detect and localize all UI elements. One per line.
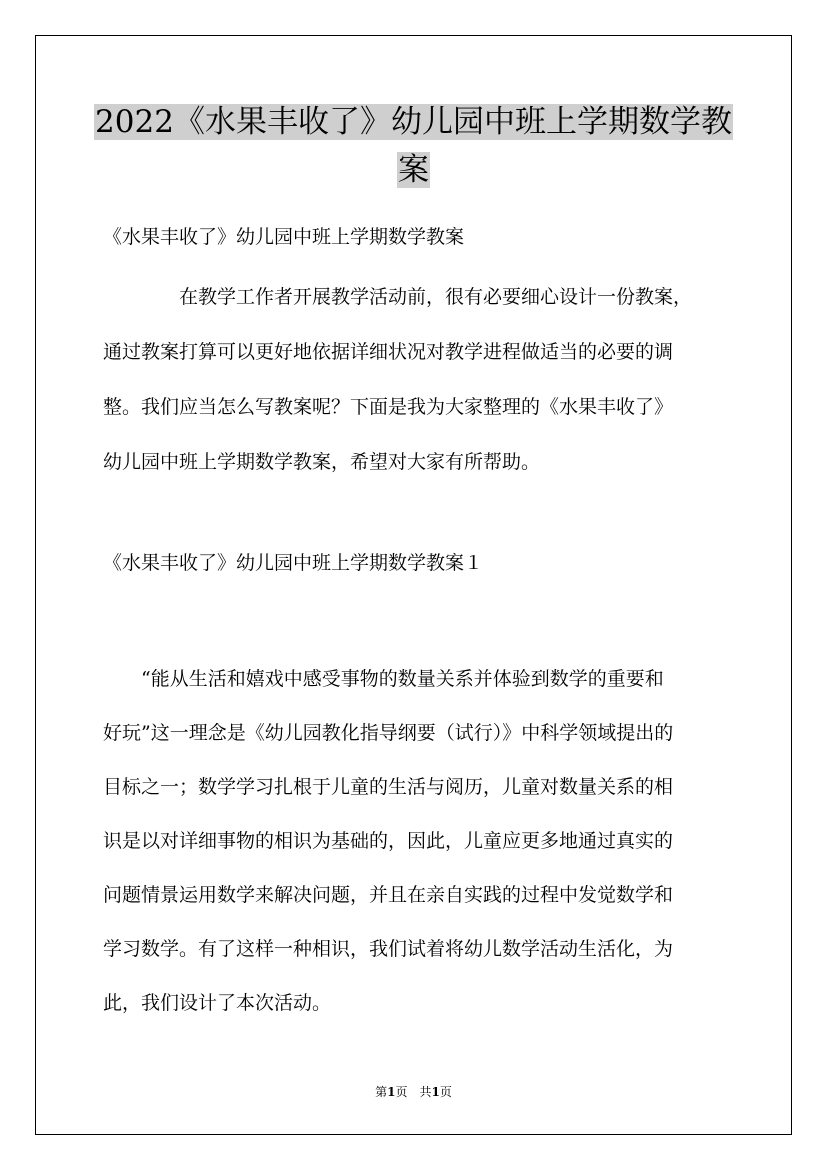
document-title [60,98,767,194]
subtitle-text: 《水果丰收了》幼儿园中班上学期数学教案 [103,226,465,248]
section-heading [103,543,733,583]
footer-page-suffix: 页 [439,1085,452,1099]
footer-page-prefix: 第 [375,1085,388,1099]
intro-line: 在教学工作者开展教学活动前，很有必要细心设计一份教案， [103,286,693,308]
body-paragraph [103,652,733,1030]
body-line: 问题情景运用数学来解决问题，并且在亲自实践的过程中发觉数学和 [103,884,674,906]
body-line: 学习数学。有了这样一种相识，我们试着将幼儿数学活动生活化，为 [103,938,674,960]
intro-line: 通过教案打算可以更好地依据详细状况对教学进程做适当的必要的调 [103,341,674,363]
intro-line: 整。我们应当怎么写教案呢？下面是我为大家整理的《水果丰收了》 [103,396,674,418]
title-line-1: 2022《水果丰收了》幼儿园中班上学期数学教 [95,104,732,140]
document-subtitle [103,217,733,257]
title-line-2: 案 [398,152,429,188]
body-line: “能从生活和嬉戏中感受事物的数量关系并体验到数学的重要和 [103,668,664,690]
footer-page-mid: 页 共 [395,1085,432,1099]
intro-line: 幼儿园中班上学期数学教案，希望对大家有所帮助。 [103,451,541,473]
body-line: 好玩”这一理念是《幼儿园教化指导纲要（试行）》中科学领域提出的 [103,722,674,744]
footer-page-current: 1 [387,1085,396,1099]
footer-page-total: 1 [431,1085,440,1099]
intro-paragraph [103,270,733,490]
body-line: 识是以对详细事物的相识为基础的，因此，儿童应更多地通过真实的 [103,830,674,852]
body-line: 目标之一；数学学习扎根于儿童的生活与阅历，儿童对数量关系的相 [103,776,674,798]
body-line: 此，我们设计了本次活动。 [103,992,332,1014]
section-heading-text: 《水果丰收了》幼儿园中班上学期数学教案１ [103,552,484,574]
page-footer [0,1084,827,1100]
